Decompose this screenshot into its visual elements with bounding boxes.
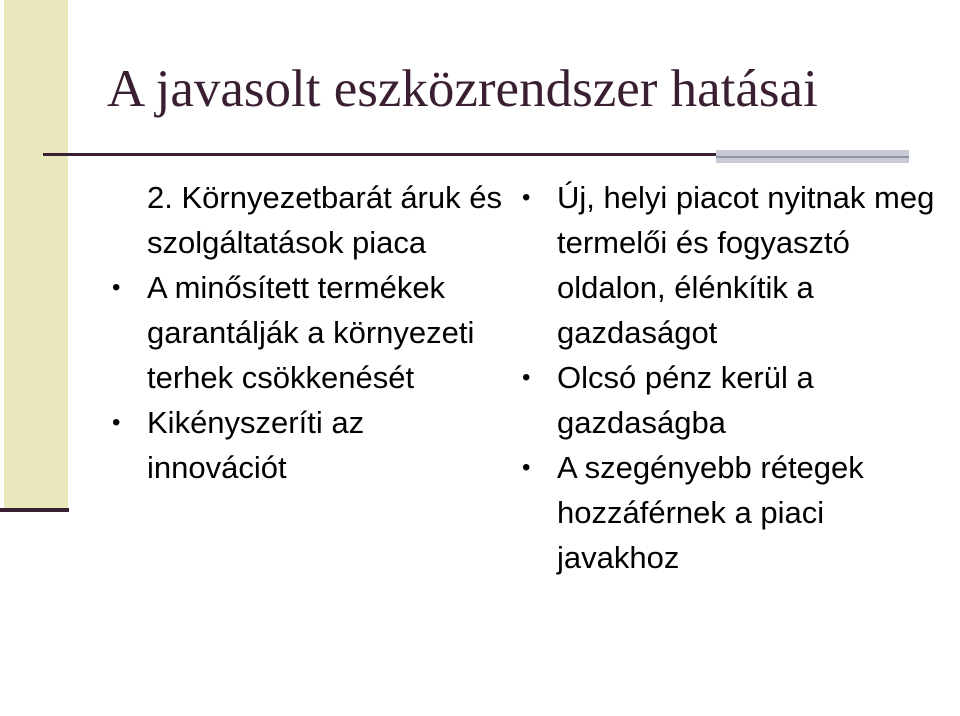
list-item xyxy=(520,355,940,445)
list-item-text: Olcsó pénz kerül a gazdaságba xyxy=(557,360,814,440)
list-item xyxy=(110,265,510,400)
list-item xyxy=(110,175,510,265)
list-item-text: Új, helyi piacot nyitnak meg termelői és fogyasztó oldalon, élénkítik a gazdaságot xyxy=(557,180,935,350)
decorative-left-band xyxy=(4,0,68,510)
list-item-text: 2. Környezetbarát áruk és szolgáltatások piaca xyxy=(147,180,502,260)
list-item xyxy=(520,445,940,580)
list-item-text: A szegényebb rétegek hozzáférnek a piaci javakhoz xyxy=(557,450,864,575)
bullet-marker: • xyxy=(522,454,531,481)
bullet-marker: • xyxy=(522,184,531,211)
left-column xyxy=(110,175,510,490)
slide-title: A javasolt eszközrendszer hatásai xyxy=(107,60,818,118)
title-underline-accent-line xyxy=(716,156,909,158)
right-column xyxy=(520,175,940,580)
list-item xyxy=(520,175,940,355)
bullet-marker: • xyxy=(112,409,121,436)
list-item-text: Kikényszeríti az innovációt xyxy=(147,405,365,485)
decorative-left-line xyxy=(0,508,69,512)
bullet-marker: • xyxy=(112,274,121,301)
bullet-marker: • xyxy=(522,364,531,391)
list-item xyxy=(110,400,510,490)
list-item-text: A minősített termékek garantálják a környezeti terhek csökkenését xyxy=(147,270,475,395)
